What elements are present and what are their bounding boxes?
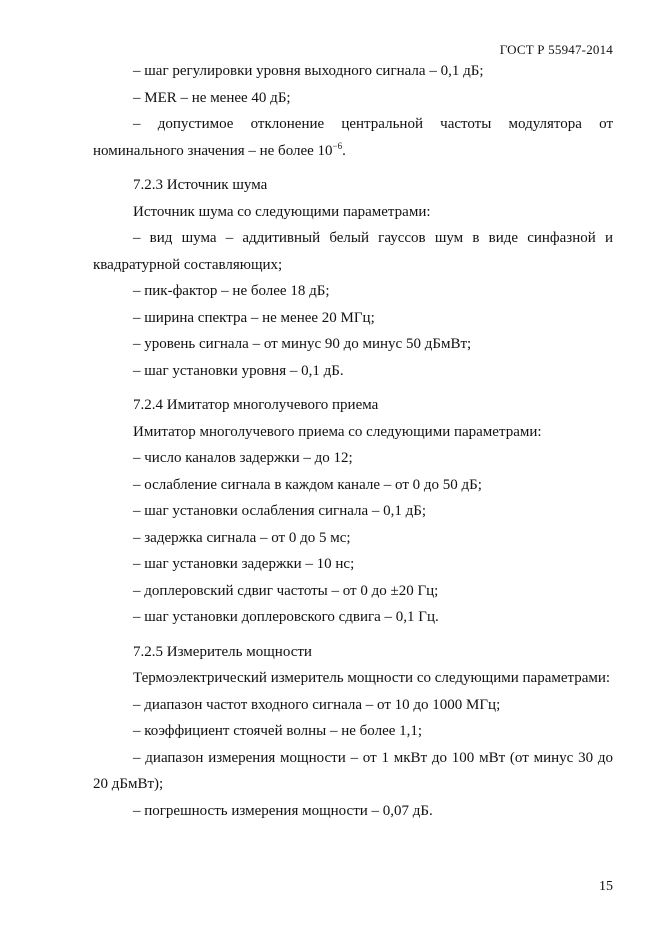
document-header: ГОСТ Р 55947-2014 — [499, 42, 613, 57]
document-body — [93, 60, 613, 824]
list-item: – пик-фактор – не более 18 дБ; — [133, 283, 330, 299]
list-item: – шаг установки уровня – 0,1 дБ. — [133, 362, 344, 379]
list-item: – погрешность измерения мощности – 0,07 дБ. — [133, 802, 433, 819]
page-number: 15 — [599, 879, 613, 894]
list-item: – задержка сигнала – от 0 до 5 мс; — [133, 529, 351, 546]
list-item: – MER – не менее 40 дБ; — [133, 89, 291, 106]
list-item: – шаг установки задержки – 10 нс; — [133, 556, 355, 572]
section-heading-7-2-3: 7.2.3 Источник шума — [133, 177, 268, 193]
list-item: – шаг установки доплеровского сдвига – 0,1 Гц. — [133, 609, 439, 625]
list-item: – коэффициент стоячей волны – не более 1,1; — [133, 723, 423, 739]
list-item: – доплеровский сдвиг частоты – от 0 до ±20 Гц; — [133, 582, 439, 599]
list-item: – вид шума – аддитивный белый гауссов шум в виде синфазной и квадратурной составляющих; — [93, 230, 613, 273]
list-item: – шаг регулировки уровня выходного сигнала – 0,1 дБ; — [133, 63, 484, 79]
list-item — [93, 111, 613, 164]
paragraph: Источник шума со следующими параметрами: — [133, 203, 431, 220]
section-heading-7-2-5: 7.2.5 Измеритель мощности — [133, 643, 312, 660]
list-item: – ослабление сигнала в каждом канале – от 0 до 50 дБ; — [133, 476, 482, 493]
exponent: −6 — [332, 140, 343, 151]
list-item: – диапазон измерения мощности – от 1 мкВт до 100 мВт (от минус 30 до 20 дБмВт); — [93, 749, 613, 792]
list-item: – число каналов задержки – до 12; — [133, 450, 353, 466]
list-item: – диапазон частот входного сигнала – от 10 до 1000 МГц; — [133, 696, 501, 713]
section-heading-7-2-4: 7.2.4 Имитатор многолучевого приема — [133, 397, 379, 413]
paragraph: Имитатор многолучевого приема со следующими параметрами: — [133, 423, 542, 440]
list-item: – шаг установки ослабления сигнала – 0,1 дБ; — [133, 503, 427, 519]
paragraph: Термоэлектрический измеритель мощности со следующими параметрами: — [133, 670, 611, 686]
list-item: – уровень сигнала – от минус 90 до минус 50 дБмВт; — [133, 336, 472, 352]
list-item-end: . — [342, 142, 346, 159]
list-item: – ширина спектра – не менее 20 МГц; — [133, 309, 375, 326]
list-item-text: – допустимое отклонение центральной частоты модулятора от номинального значения – не более 10 — [93, 116, 613, 159]
